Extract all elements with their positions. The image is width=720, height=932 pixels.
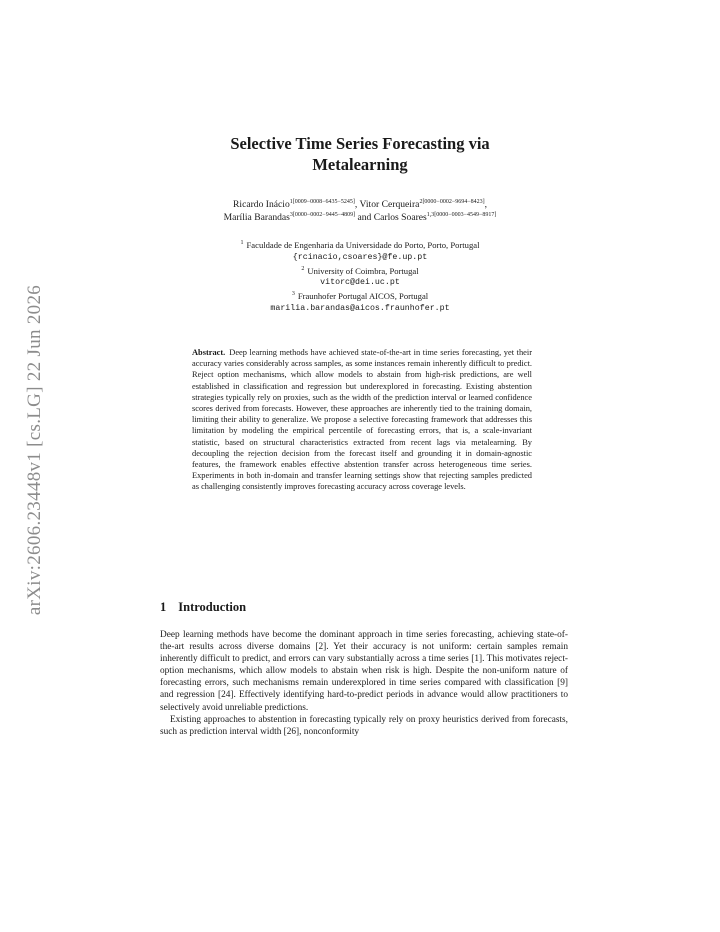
title-line-2: Metalearning [312,155,408,174]
author-orcid: 1,3[0000−0003−4549−8917] [426,211,497,218]
affiliation-number: 1 [240,240,244,247]
affiliation-number: 3 [291,291,295,298]
author-orcid: 2[0000−0002−9694−8423] [419,198,485,205]
author-orcid: 3[0000−0002−9445−4809] [289,211,356,218]
section-heading [160,600,246,615]
paper-title [180,133,540,175]
author-list [150,198,570,224]
author-name: Ricardo Inácio [233,199,290,210]
section-body [160,629,568,738]
abstract [192,347,532,493]
affiliation-email: marilia.barandas@aicos.fraunhofer.pt [270,303,450,313]
affiliation-email: {rcinacio,csoares}@fe.up.pt [292,252,428,262]
body-paragraph: Existing approaches to abstention in forecasting typically rely on proxy heuristics derived from forecasts, such as prediction interval width [26], nonconformity [160,714,568,737]
arxiv-identifier: arXiv:2606.23448v1 [cs.LG] 22 Jun 2026 [24,284,45,616]
affiliation-email: vitorc@dei.uc.pt [320,278,400,288]
author-line-1 [150,198,570,211]
author-line-2 [150,211,570,224]
author-separator: , [484,199,487,210]
section-title: Introduction [178,600,247,614]
affiliation-institution: $^1$ Faculdade de Engenharia da Universidade do Porto, Porto, Portugal [240,240,480,250]
affiliation-institution: $^2$ University of Coimbra, Portugal [301,265,419,276]
affiliation-list [150,239,570,316]
abstract-text: Deep learning methods have achieved state-of-the-art in time series forecasting, yet their accuracy varies considerably across samples, as some instances remain inherently difficult to predict. Reject option mechanisms, which allow models to abstain from high-risk predictions, are well established in classification and regression but underexplored in forecasting. Existing abstention strategies typically rely on proxies, such as the width of the prediction interval or learned confidence scores derived from forecasts. However, these approaches are inherently tied to the training domain, limiting their ability to generalize. We propose a selective forecasting framework that addresses this limitation by modeling the empirical percentile of forecasting errors, that is, a scale-invariant statistic, based on structural characteristics extracted from recent lags via metalearning. By decoupling the rejection decision from the forecast itself and grounding it in domain-agnostic features, the framework enables effective abstention transfer across heterogeneous time series. Experiments in both in-domain and transfer learning settings show that rejecting samples predicted as challenging consistently improves forecasting accuracy across coverage levels. [192,348,532,492]
affiliation-institution: $^3$ Fraunhofer Portugal AICOS, Portugal [291,291,429,302]
title-line-1: Selective Time Series Forecasting via [230,134,490,153]
author-orcid: 1[0009−0008−6435−5245] [289,198,355,205]
author-separator: , [354,199,360,210]
body-paragraph: Deep learning methods have become the dominant approach in time series forecasting, achieving state-of-the-art results across diverse domains [2]. Yet their accuracy is not uniform: certain samples remain inherently difficult to predict, and errors can vary substantially across a time series [1]. This motivates reject-option mechanisms, which allow models to abstain when risk is high. Despite the non-uniform nature of forecasting errors, such mechanisms remain underexplored in time series compared with classification [9] and regression [24]. Effectively identifying hard-to-predict periods in advance would allow practitioners to selectively avoid unreliable predictions. [160,630,568,713]
author-separator: and [355,212,374,223]
affiliation-number: 2 [301,265,305,272]
abstract-label: Abstract. [192,348,226,357]
author-name: Vitor Cerqueira [359,199,420,210]
section-number: 1 [160,600,167,614]
author-name: Carlos Soares [373,212,427,223]
author-name: Marília Barandas [223,212,290,223]
